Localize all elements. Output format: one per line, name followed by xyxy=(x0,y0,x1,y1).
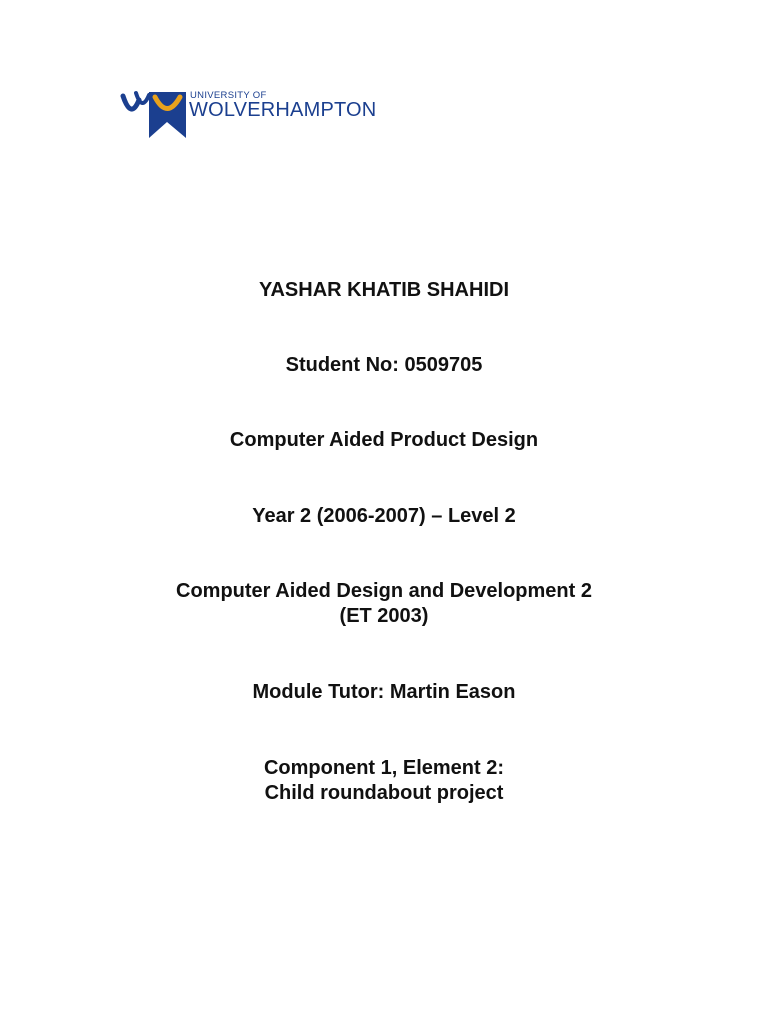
logo-wordmark-main: WOLVERHAMPTON xyxy=(189,99,377,121)
module-title-line-2: (ET 2003) xyxy=(339,605,429,627)
module-title-line-1: Computer Aided Design and Development 2 xyxy=(176,580,592,602)
university-logo xyxy=(120,86,377,144)
component-title xyxy=(0,756,768,806)
year-level: Year 2 (2006-2007) – Level 2 xyxy=(252,505,516,527)
university-crest-icon xyxy=(120,86,188,144)
module-title xyxy=(0,579,768,629)
author-name: YASHAR KHATIB SHAHIDI xyxy=(258,279,510,301)
student-number: Student No: 0509705 xyxy=(285,354,483,376)
component-line-1: Component 1, Element 2: xyxy=(263,757,505,779)
component-line-2: Child roundabout project xyxy=(264,782,504,804)
logo-wordmark-top: UNIVERSITY OF xyxy=(190,90,267,101)
module-tutor: Module Tutor: Martin Eason xyxy=(252,681,516,703)
course-title: Computer Aided Product Design xyxy=(229,429,539,451)
